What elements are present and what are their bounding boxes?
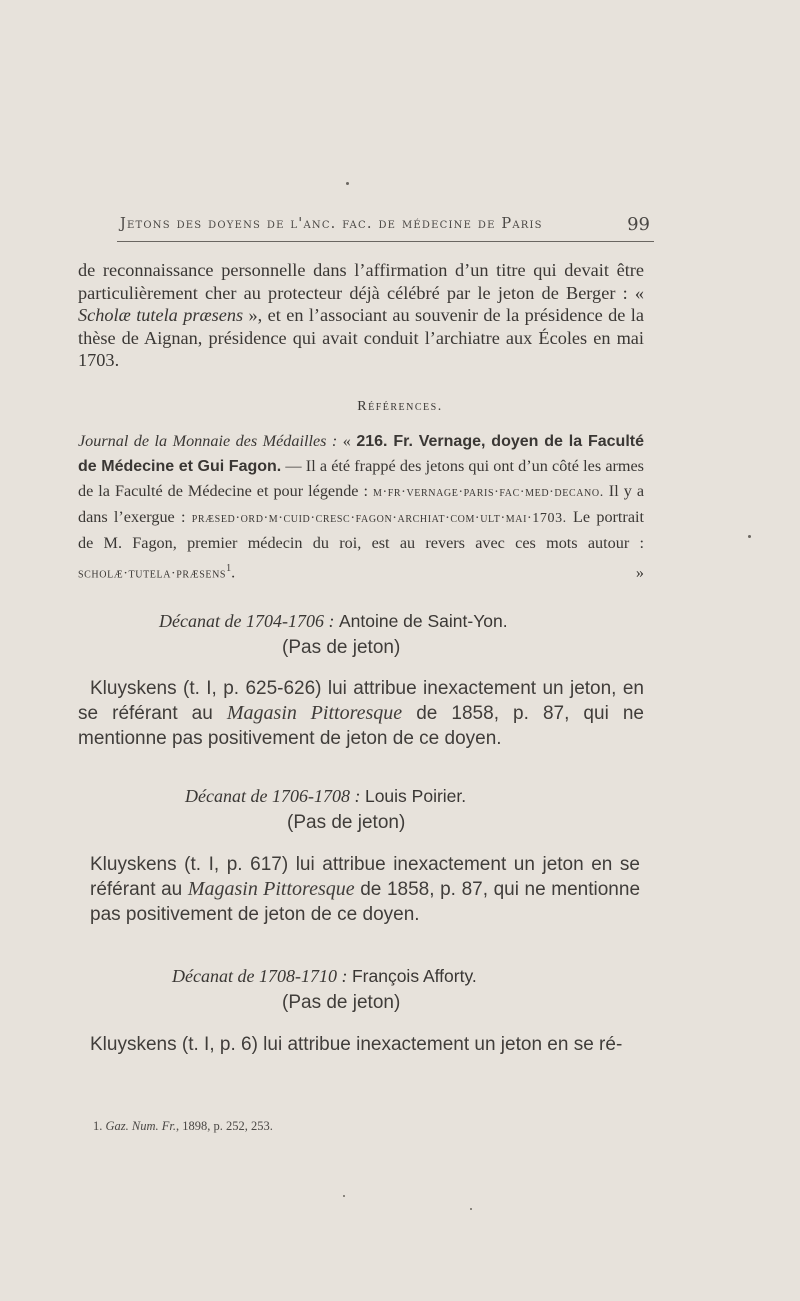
dean-name-1: Antoine de Saint-Yon. <box>338 611 508 631</box>
footnote-source: Gaz. Num. Fr. <box>105 1119 176 1133</box>
ref-legend-2: præsed·ord·m·cuid·cresc·fagon·archiat·com·ult·mai·1703. <box>191 511 567 526</box>
ref-legend-1: m·fr·vernage·paris·fac·med·decano. <box>373 485 604 500</box>
paper-speck <box>346 182 349 185</box>
header-rule <box>117 241 654 242</box>
ref-quote-open: « <box>337 432 357 450</box>
decanat-dates-3: Décanat de 1708-1710 : <box>172 966 348 986</box>
section-body-1 <box>78 676 644 751</box>
footnote-mark: 1 <box>226 563 232 574</box>
paper-speck <box>470 1208 472 1210</box>
footnote-number: 1. <box>93 1119 103 1133</box>
section-2-text-1: Kluyskens (t. I, p. 617) lui attribue inexactement un jeton en se référant au <box>90 854 640 900</box>
paper-speck <box>748 535 751 538</box>
paper-speck <box>343 1195 345 1197</box>
no-token-note-2: (Pas de jeton) <box>287 812 406 833</box>
section-3-text-1: Kluyskens (t. I, p. 6) lui attribue inexactement un jeton en se ré- <box>90 1034 623 1055</box>
running-title: Jetons des doyens de l'anc. fac. de médecine de Paris <box>120 216 543 232</box>
ref-bold-title: 216. Fr. Vernage, doyen de la Faculté de Médecine et Gui Fagon. <box>78 433 645 475</box>
intro-paragraph <box>78 259 644 372</box>
decanat-heading-2 <box>185 786 466 807</box>
ref-source: Journal de la Monnaie des Médailles : <box>78 432 338 450</box>
decanat-heading-3 <box>172 966 477 987</box>
decanat-dates-2: Décanat de 1706-1708 : <box>185 786 361 806</box>
ref-quote-close: . » <box>231 563 644 582</box>
section-body-2 <box>90 852 640 927</box>
intro-italic: Scholæ tutela præsens <box>78 305 244 325</box>
footnote-details: , 1898, p. 252, 253. <box>176 1119 273 1133</box>
running-header <box>120 214 650 235</box>
dean-name-3: François Afforty. <box>351 966 477 986</box>
section-2-italic: Magasin Pittoresque <box>187 878 355 900</box>
intro-text-2: », et en l’associant au souvenir de la présidence de la thèse de Aignan, présidence qui avait conduit l’archiatre aux Écoles en mai 1703. <box>78 305 644 370</box>
ref-text-2: Il y a dans l’exergue : <box>78 482 644 526</box>
section-body-3 <box>90 1032 650 1057</box>
ref-text-1: — Il a été frappé des jetons qui ont d’un côté les armes de la Faculté de Médecine et pour légende : <box>78 457 644 500</box>
references-heading: Références. <box>357 399 443 414</box>
section-1-text-2: de 1858, p. 87, qui ne mentionne pas positivement de jeton de ce doyen. <box>78 703 644 749</box>
no-token-note-1: (Pas de jeton) <box>282 637 401 658</box>
decanat-heading-1 <box>159 611 508 632</box>
ref-text-3: Le portrait de M. Fagon, premier médecin du roi, est au revers avec ces mots autour : <box>78 508 645 552</box>
page-number: 99 <box>627 214 650 235</box>
section-2-text-2: de 1858, p. 87, qui ne mentionne pas positivement de jeton de ce doyen. <box>90 879 641 925</box>
no-token-note-3: (Pas de jeton) <box>282 992 401 1013</box>
dean-name-2: Louis Poirier. <box>364 786 467 806</box>
ref-legend-3: scholæ·tutela·præsens <box>78 566 227 582</box>
section-1-text-1: Kluyskens (t. I, p. 625-626) lui attribue inexactement un jeton, en se référant au <box>78 678 644 724</box>
decanat-dates-1: Décanat de 1704-1706 : <box>159 611 335 631</box>
references-paragraph <box>78 429 644 586</box>
footnote <box>93 1119 273 1134</box>
section-1-italic: Magasin Pittoresque <box>226 702 403 724</box>
intro-text-1: de reconnaissance personnelle dans l’affirmation d’un titre qui devait être particulièrement cher au protecteur déjà célébré par le jeton de Berger : « <box>78 260 644 303</box>
